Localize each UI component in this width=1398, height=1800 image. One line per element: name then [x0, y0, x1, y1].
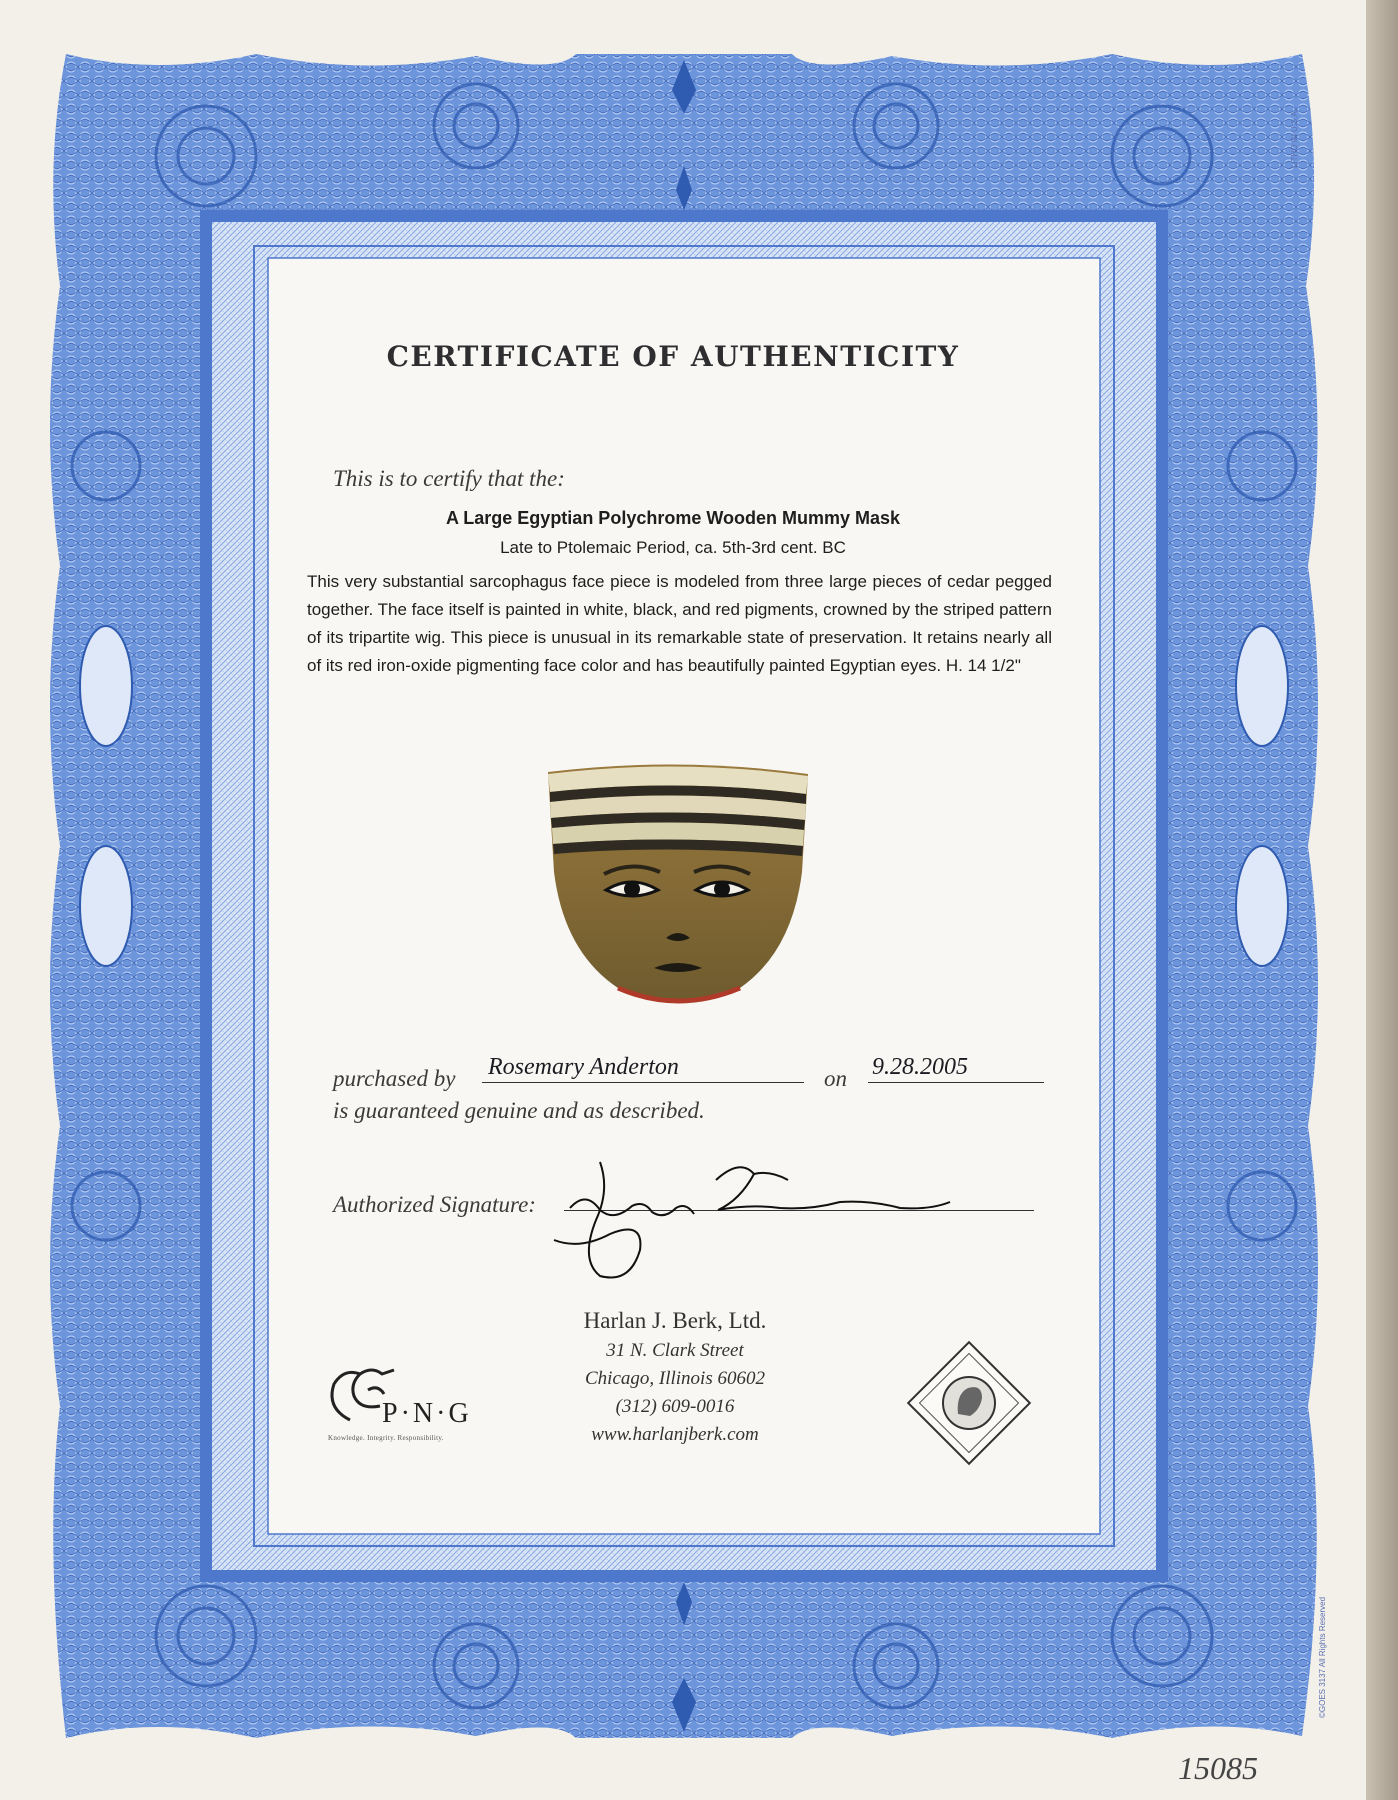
purchase-date-handwritten: 9.28.2005	[872, 1054, 968, 1080]
purchased-by-label: purchased by	[333, 1066, 456, 1091]
issuer-phone: (312) 609-0016	[615, 1396, 735, 1417]
handwritten-signature	[540, 1150, 960, 1290]
issuer-city: Chicago, Illinois 60602	[585, 1368, 765, 1389]
issuer-name: Harlan J. Berk, Ltd.	[583, 1308, 767, 1333]
issuer-website: www.harlanjberk.com	[591, 1424, 759, 1445]
certify-intro: This is to certify that the:	[333, 466, 565, 491]
litho-mark: LITHO IN U.S.A.	[1290, 108, 1299, 168]
mummy-mask-image	[540, 762, 816, 1008]
item-description: This very substantial sarcophagus face piece is modeled from three large pieces of cedar pegged together. The face itself is painted in white, black, and red pigments, crowned by the striped pattern of its tripartite wig. This piece is unusual in its remarkable state of preservation. It retains nearly all of its red iron-oxide pigmenting face color and has beautifully painted Egyptian eyes. H. 14 1/2"	[307, 572, 1052, 675]
on-label: on	[824, 1066, 847, 1091]
paper-edge-shadow	[1362, 0, 1398, 1800]
certificate-title: CERTIFICATE OF AUTHENTICITY	[386, 340, 960, 373]
png-logo-tagline: Knowledge. Integrity. Responsibility.	[328, 1434, 444, 1442]
authorized-signature-label: Authorized Signature:	[333, 1192, 536, 1217]
date-line	[868, 1082, 1044, 1083]
item-name: A Large Egyptian Polychrome Wooden Mummy Mask	[445, 508, 901, 528]
purchaser-line	[482, 1082, 804, 1083]
guarantee-text: is guaranteed genuine and as described.	[333, 1098, 705, 1123]
png-logo-text: P·N·G	[382, 1398, 472, 1429]
handwritten-number: 15085	[1178, 1750, 1258, 1786]
copyright-mark: ©GOES 3137 All Rights Reserved	[1318, 1596, 1327, 1718]
numismatic-association-seal	[902, 1336, 1036, 1470]
issuer-street: 31 N. Clark Street	[606, 1340, 744, 1361]
purchaser-name-handwritten: Rosemary Anderton	[488, 1054, 679, 1080]
item-period: Late to Ptolemaic Period, ca. 5th-3rd cent. BC	[500, 538, 846, 557]
